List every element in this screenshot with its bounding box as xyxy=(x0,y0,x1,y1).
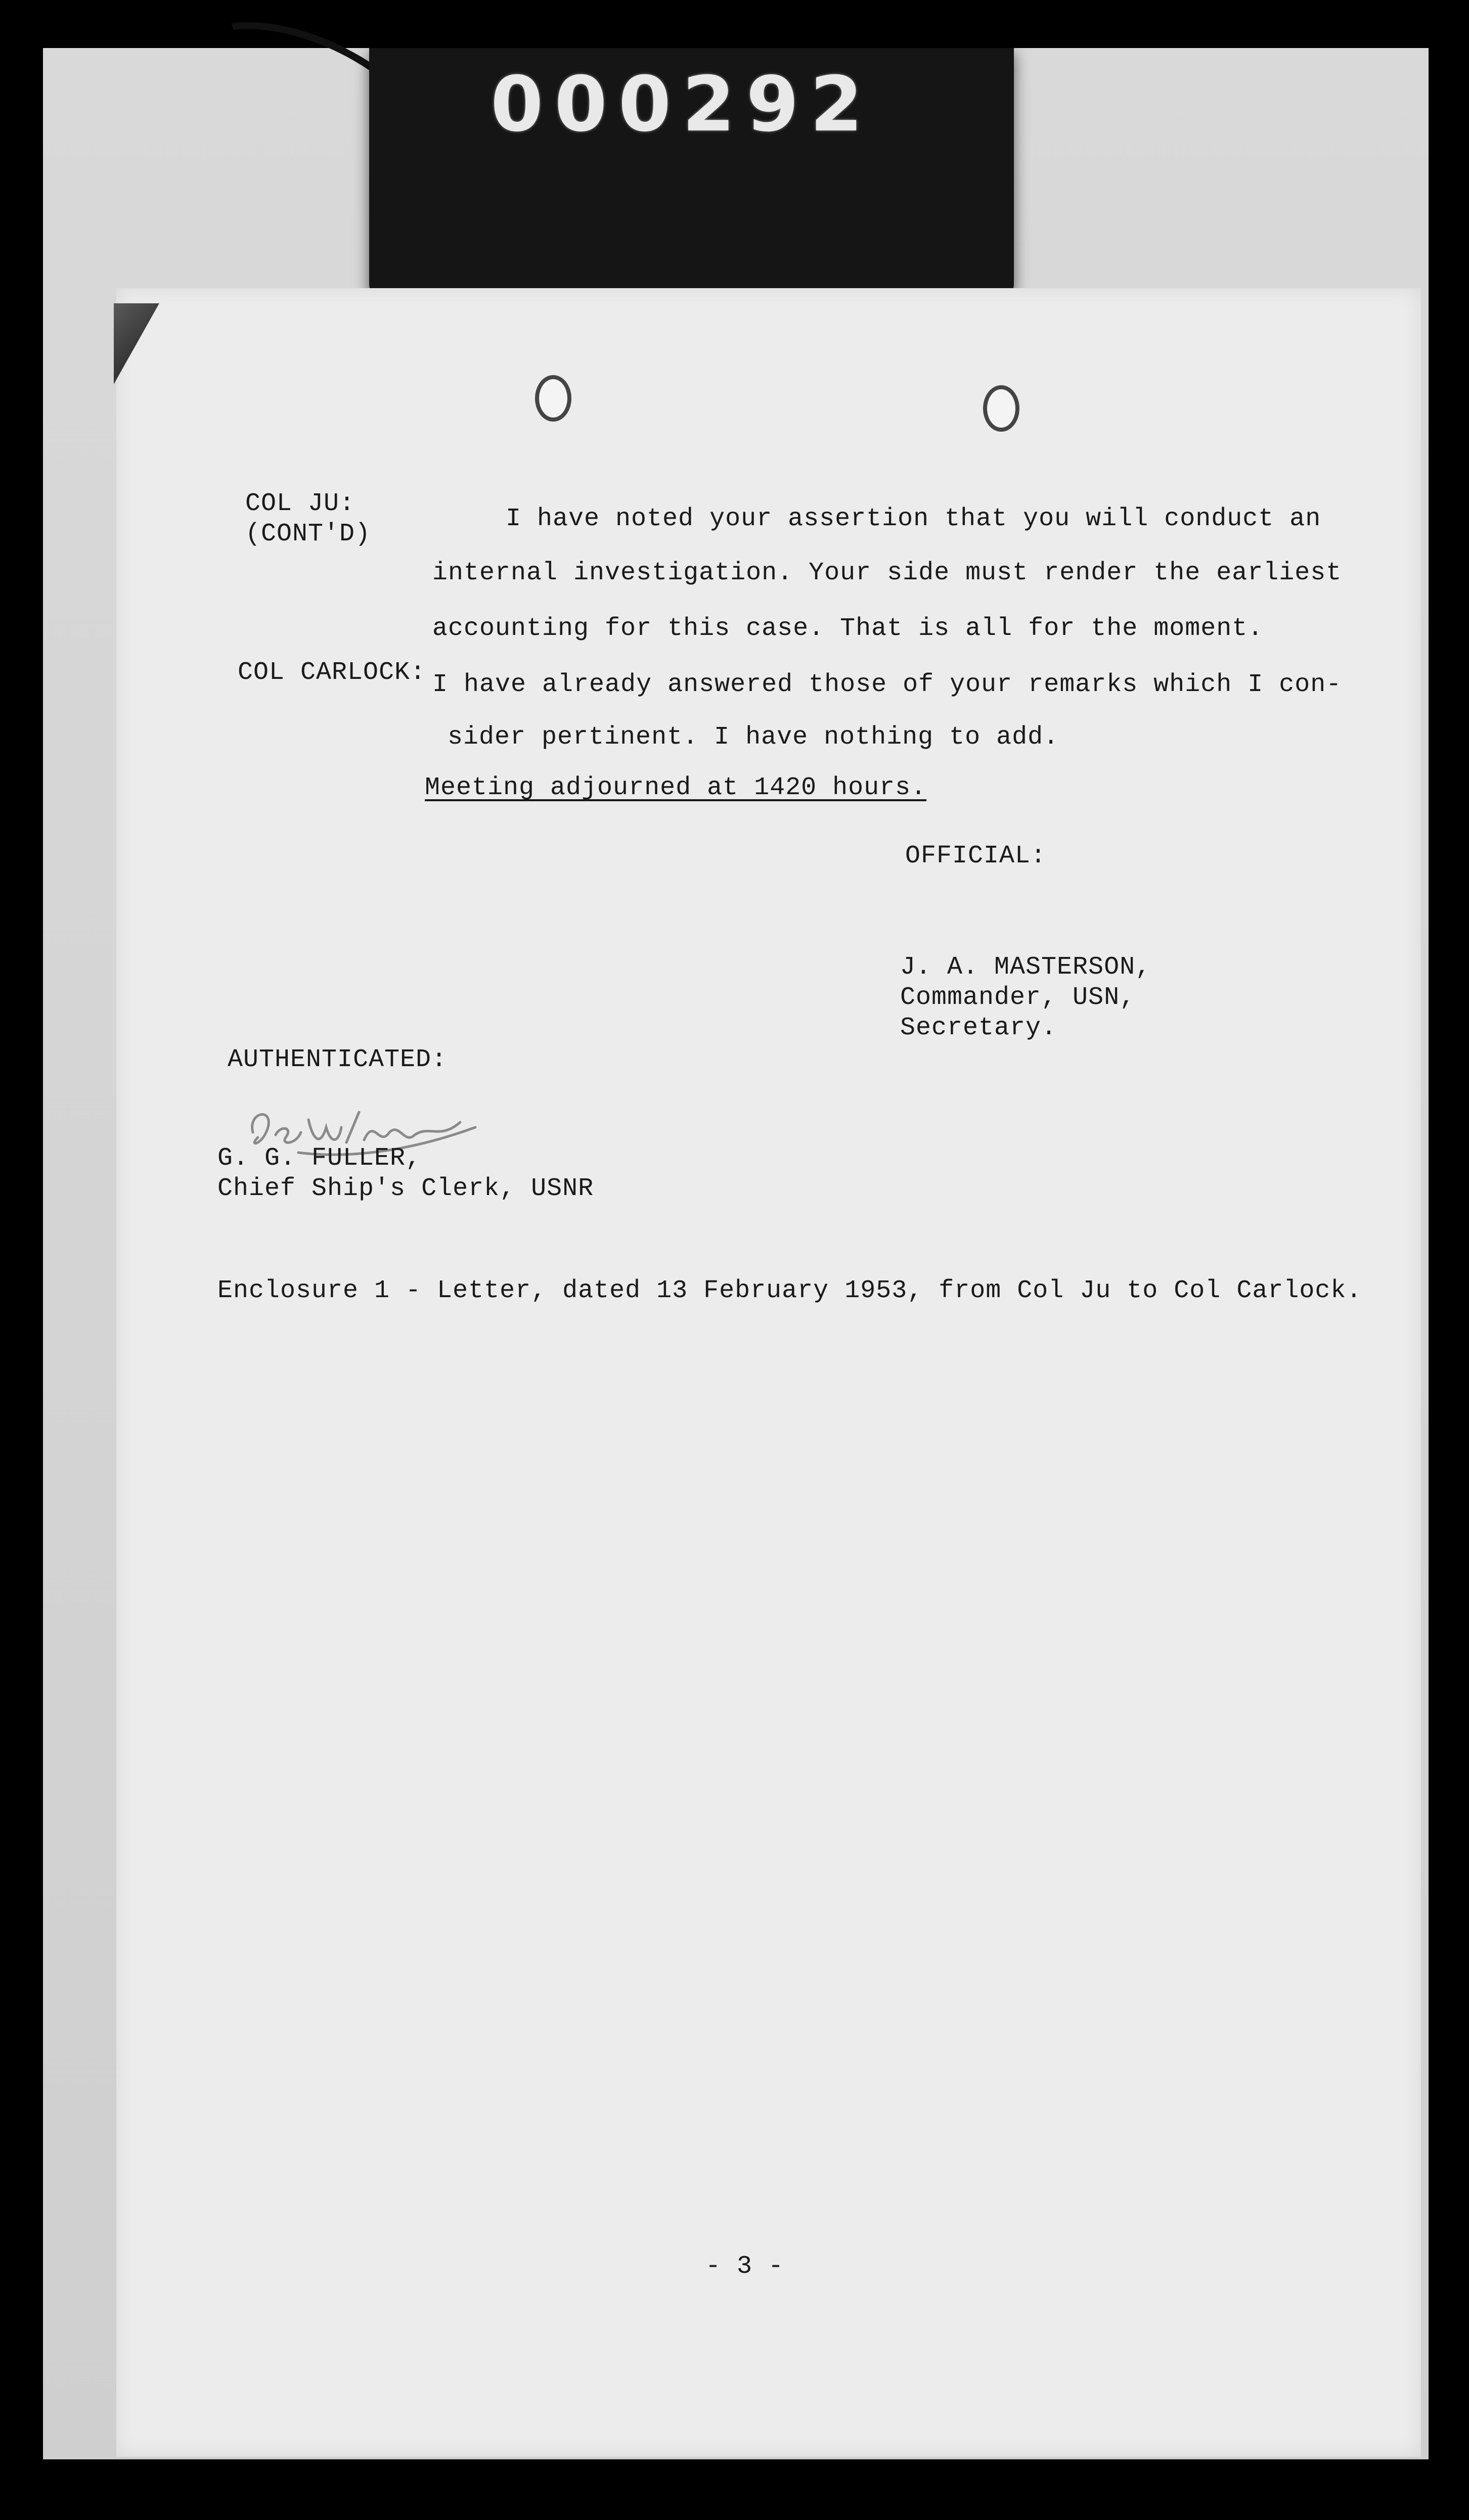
para2-line1: I have already answered those of your remarks which I con- xyxy=(432,670,1342,699)
frame-counter xyxy=(369,48,1014,308)
para1-line1: I have noted your assertion that you will conduct an xyxy=(506,505,1321,533)
enclosure-line: Enclosure 1 - Letter, dated 13 February 1953, from Col Ju to Col Carlock. xyxy=(217,1276,1362,1305)
page-number: - 3 - xyxy=(705,2252,784,2281)
punch-hole-left xyxy=(535,375,571,422)
official-title: Secretary. xyxy=(900,1014,1057,1042)
official-name: J. A. MASTERSON, xyxy=(900,953,1151,982)
authenticated-name: G. G. FULLER, xyxy=(217,1144,422,1173)
para1-line2: internal investigation. Your side must render the earliest xyxy=(432,559,1342,587)
para2-line2: sider pertinent. I have nothing to add. xyxy=(448,723,1059,752)
frame-counter-number: 000292 xyxy=(491,61,874,149)
official-rank: Commander, USN, xyxy=(900,983,1136,1012)
document-page xyxy=(116,288,1421,2457)
para1-line3: accounting for this case. That is all for the moment. xyxy=(432,614,1264,643)
official-label: OFFICIAL: xyxy=(905,842,1047,870)
meeting-adjourned: Meeting adjourned at 1420 hours. xyxy=(425,773,927,802)
punch-hole-right xyxy=(983,385,1019,432)
speaker-cont-d: (CONT'D) xyxy=(245,520,371,548)
speaker-col-ju: COL JU: xyxy=(245,489,355,518)
speaker-col-carlock: COL CARLOCK: xyxy=(238,658,426,687)
authenticated-label: AUTHENTICATED: xyxy=(228,1045,448,1074)
authenticated-title: Chief Ship's Clerk, USNR xyxy=(217,1174,594,1203)
